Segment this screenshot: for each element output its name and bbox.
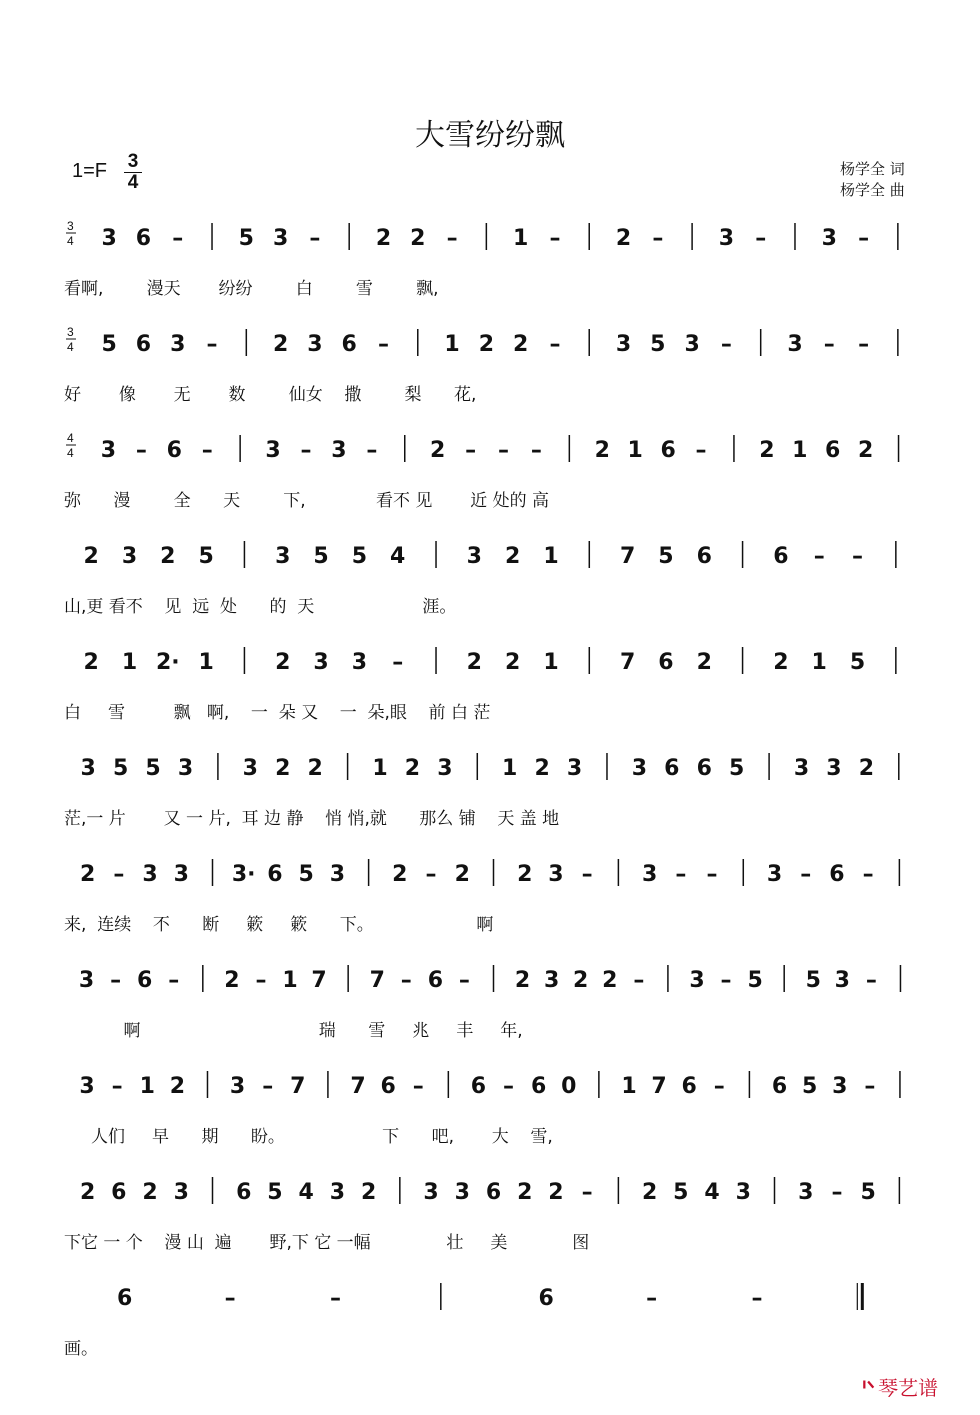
dash-note: –: [858, 332, 870, 357]
note: 5: [729, 756, 745, 781]
dash-note: –: [713, 1074, 725, 1099]
staff-notes: [0, 848, 980, 908]
note: 5: [801, 1074, 818, 1099]
dash-note: –: [168, 968, 180, 993]
note: 2: [404, 756, 421, 781]
dash-note: –: [172, 226, 184, 251]
lyric-line: 下它 一 个 漫 山 遍 野,下 它 一幅 壮 美 图: [64, 1233, 590, 1253]
note: 1: [198, 650, 214, 675]
note: 3: [735, 1180, 751, 1205]
note: 5: [101, 332, 117, 357]
lyric-line: 画。: [64, 1339, 98, 1359]
time-sig-den: 4: [67, 340, 74, 354]
note: 3: [272, 226, 289, 251]
dash-note: –: [706, 862, 718, 887]
note: 2: [602, 968, 618, 993]
note: 5: [747, 968, 763, 993]
time-signature-denominator: 4: [124, 172, 142, 193]
note: 5: [805, 968, 821, 993]
staff-row: [0, 1166, 980, 1272]
note: 2: [275, 756, 291, 781]
note: 6: [660, 438, 676, 463]
note: 7: [311, 968, 327, 993]
note: 1: [811, 650, 827, 675]
note: 2: [594, 438, 610, 463]
note: 6: [696, 756, 712, 781]
note: 6: [267, 862, 283, 887]
note: 6: [829, 862, 845, 887]
note: 6: [135, 332, 152, 357]
note: 6: [771, 1074, 788, 1099]
dash-note: –: [262, 1074, 274, 1099]
time-sig-num: 3: [67, 325, 74, 339]
note: 2: [360, 1180, 377, 1205]
note: 3: [229, 1074, 246, 1099]
note: 2: [224, 968, 240, 993]
note: 7: [369, 968, 385, 993]
note: 5: [267, 1180, 283, 1205]
staff-row: [0, 848, 980, 954]
site-logo: [862, 1372, 938, 1401]
note: 3: [787, 332, 803, 357]
dash-note: –: [446, 226, 458, 251]
note: 6: [111, 1180, 127, 1205]
dash-note: –: [224, 1286, 236, 1311]
note: 6: [137, 968, 153, 993]
note: 1: [282, 968, 298, 993]
note: 3: [173, 862, 189, 887]
note: 3: [793, 756, 810, 781]
lyric-line: 山,更 看不 见 远 处 的 天 涯。: [64, 597, 457, 617]
time-sig-num: 4: [67, 431, 74, 445]
note: 2: [272, 332, 289, 357]
note: 6: [427, 968, 444, 993]
note: 2: [430, 438, 446, 463]
note: 3: [329, 1180, 346, 1205]
note: 3: [826, 756, 842, 781]
note: 3: [689, 968, 705, 993]
note: 6: [236, 1180, 252, 1205]
note: 2: [759, 438, 775, 463]
logo-mark-icon: ᑊᐠ: [862, 1376, 876, 1400]
note: 3: [142, 862, 158, 887]
note: 5: [198, 544, 214, 569]
note: 5: [860, 1180, 876, 1205]
dash-note: –: [111, 1074, 123, 1099]
note: 3: [832, 1074, 848, 1099]
staff-row: [0, 636, 980, 742]
note: 5: [673, 1180, 689, 1205]
time-signature: [124, 152, 142, 193]
dash-note: –: [530, 438, 542, 463]
note: 4: [390, 544, 406, 569]
note: 2: [615, 226, 632, 251]
dash-note: –: [633, 968, 645, 993]
dash-note: –: [255, 968, 267, 993]
note: 5: [849, 650, 866, 675]
note: 0: [561, 1074, 577, 1099]
dash-note: –: [755, 226, 767, 251]
note: 2: [307, 756, 323, 781]
note: 3: [351, 650, 368, 675]
note: 3: [718, 226, 735, 251]
note: 3: [466, 544, 482, 569]
staff-notes: [0, 318, 980, 378]
dash-note: –: [823, 332, 835, 357]
note: 2: [641, 1180, 658, 1205]
note: 2: [517, 1180, 533, 1205]
staff-notes: [0, 1060, 980, 1120]
note: 1: [372, 756, 388, 781]
note: 1: [121, 650, 138, 675]
dash-note: –: [800, 862, 812, 887]
note: 4: [704, 1180, 720, 1205]
staff-row: [0, 212, 980, 318]
note: 3: [454, 1180, 470, 1205]
dash-note: –: [646, 1286, 658, 1311]
note: 2: [160, 544, 176, 569]
dash-note: –: [852, 544, 864, 569]
note: 3: [821, 226, 837, 251]
dash-note: –: [581, 1180, 593, 1205]
note: 2: [548, 1180, 564, 1205]
dash-note: –: [412, 1074, 424, 1099]
note: 6: [531, 1074, 547, 1099]
note: 5: [351, 544, 368, 569]
note: 2: [169, 1074, 186, 1099]
note: 2: [858, 756, 875, 781]
note: 3: [331, 438, 347, 463]
note: 3: [121, 544, 138, 569]
note: 3: [543, 968, 560, 993]
composer-credit: 杨学全 曲: [840, 181, 905, 199]
staff-row: [0, 954, 980, 1060]
dash-note: –: [695, 438, 707, 463]
note: 6: [341, 332, 357, 357]
staff-row: [0, 318, 980, 424]
dash-note: –: [113, 862, 125, 887]
note: 3: [329, 862, 346, 887]
note: 2: [454, 862, 470, 887]
note: 5: [650, 332, 666, 357]
note: 5: [112, 756, 129, 781]
dash-note: –: [831, 1180, 843, 1205]
note: 2: [505, 650, 521, 675]
staff-notes: [0, 1272, 980, 1332]
note: 2: [83, 544, 99, 569]
lyric-line: 来, 连续 不 断 簌 簌 下。 啊: [64, 915, 494, 935]
note: 2: [79, 1180, 96, 1205]
staff-notes: [0, 954, 980, 1014]
note: 3: [423, 1180, 439, 1205]
note: 2·: [155, 650, 180, 675]
dash-note: –: [400, 968, 412, 993]
dash-note: –: [865, 968, 877, 993]
dash-note: –: [862, 862, 874, 887]
dash-note: –: [300, 438, 312, 463]
note: 3: [631, 756, 648, 781]
note: 1: [792, 438, 808, 463]
lyricist-credit: 杨学全 词: [840, 160, 905, 178]
logo-text: 琴艺谱: [878, 1376, 939, 1400]
note: 3: [79, 1074, 95, 1099]
dash-note: –: [366, 438, 378, 463]
dash-note: –: [110, 968, 122, 993]
dash-note: –: [581, 862, 593, 887]
note: 2: [505, 544, 521, 569]
note: 1: [444, 332, 460, 357]
note: 3: [641, 862, 658, 887]
note: 1: [621, 1074, 637, 1099]
note: 6: [380, 1074, 396, 1099]
note: 3: [548, 862, 564, 887]
note: 6: [117, 1286, 133, 1311]
staff-row: [0, 424, 980, 530]
staff-row: [0, 530, 980, 636]
note: 2: [392, 862, 408, 887]
note: 3: [78, 968, 95, 993]
note: 2: [83, 650, 99, 675]
key-signature: 1=F: [72, 160, 108, 182]
note: 7: [290, 1074, 306, 1099]
note: 3: [313, 650, 329, 675]
note: 7: [651, 1074, 667, 1099]
note: 3: [265, 438, 281, 463]
staff-notes: [0, 530, 980, 590]
note: 1: [543, 544, 559, 569]
note: 4: [298, 1180, 314, 1205]
note: 6: [696, 544, 712, 569]
note: 2: [410, 226, 426, 251]
time-sig-num: 3: [67, 219, 74, 233]
staff-notes: [0, 212, 980, 272]
note: 2: [375, 226, 392, 251]
staff-notes: [0, 742, 980, 802]
note: 7: [619, 544, 636, 569]
note: 5: [145, 756, 161, 781]
dash-note: –: [864, 1074, 876, 1099]
dash-note: –: [813, 544, 825, 569]
lyric-line: 白 雪 飘 啊, 一 朵 又 一 朵,眼 前 白 茫: [64, 703, 491, 723]
dash-note: –: [858, 226, 870, 251]
dash-note: –: [392, 650, 404, 675]
note: 1: [512, 226, 529, 251]
dash-note: –: [503, 1074, 515, 1099]
dash-note: –: [425, 862, 437, 887]
note: 2: [512, 332, 529, 357]
dash-note: –: [549, 332, 561, 357]
dash-note: –: [201, 438, 213, 463]
note: 5: [238, 226, 254, 251]
note: 2: [142, 1180, 158, 1205]
dash-note: –: [751, 1286, 763, 1311]
note: 1: [139, 1074, 155, 1099]
note: 3: [615, 332, 632, 357]
note: 3: [275, 544, 291, 569]
note: 5: [298, 862, 314, 887]
note: 3·: [231, 862, 256, 887]
note: 6: [825, 438, 841, 463]
dash-note: –: [206, 332, 218, 357]
note: 5: [658, 544, 674, 569]
note: 6: [773, 544, 789, 569]
note: 3: [437, 756, 453, 781]
note: 3: [307, 332, 323, 357]
dash-note: –: [329, 1286, 341, 1311]
note: 7: [350, 1074, 366, 1099]
note: 2: [514, 968, 531, 993]
note: 3: [173, 1180, 189, 1205]
lyric-line: 啊 瑞 雪 兆 丰 年,: [64, 1021, 523, 1041]
note: 6: [658, 650, 674, 675]
note: 3: [766, 862, 783, 887]
note: 6: [166, 438, 182, 463]
note: 6: [485, 1180, 502, 1205]
dash-note: –: [135, 438, 147, 463]
note: 6: [664, 756, 680, 781]
staff-notes: [0, 424, 980, 484]
dash-note: –: [675, 862, 687, 887]
note: 2: [517, 862, 533, 887]
dash-note: –: [377, 332, 389, 357]
note: 2: [534, 756, 550, 781]
note: 7: [619, 650, 636, 675]
time-signature-numerator: 3: [127, 151, 139, 172]
note: 3: [684, 332, 700, 357]
lyric-line: 看啊, 漫天 纷纷 白 雪 飘,: [64, 279, 439, 299]
note: 2: [275, 650, 291, 675]
note: 1: [502, 756, 518, 781]
time-sig-den: 4: [67, 446, 74, 460]
note: 2: [696, 650, 712, 675]
staff-row: [0, 1272, 980, 1378]
song-title: 大雪纷纷飘: [415, 118, 565, 153]
note: 6: [470, 1074, 487, 1099]
note: 6: [538, 1286, 554, 1311]
note: 2: [79, 862, 96, 887]
note: 3: [834, 968, 850, 993]
staff-row: [0, 1060, 980, 1166]
staff-row: [0, 742, 980, 848]
note: 3: [170, 332, 186, 357]
lyric-line: 人们 早 期 盼。 下 吧, 大 雪,: [64, 1127, 553, 1147]
note: 1: [627, 438, 643, 463]
dash-note: –: [720, 968, 732, 993]
lyric-line: 茫,一 片 又 一 片, 耳 边 静 悄 悄,就 那么 铺 天 盖 地: [64, 809, 560, 829]
note: 2: [773, 650, 789, 675]
dash-note: –: [720, 332, 732, 357]
note: 6: [135, 226, 152, 251]
lyric-line: 好 像 无 数 仙女 撒 梨 花,: [64, 385, 477, 405]
note: 2: [466, 650, 482, 675]
dash-note: –: [549, 226, 561, 251]
note: 6: [681, 1074, 697, 1099]
note: 3: [101, 226, 117, 251]
note: 2: [857, 438, 874, 463]
lyric-line: 弥 漫 全 天 下, 看不 见 近 处的 高: [64, 491, 549, 511]
dash-note: –: [465, 438, 477, 463]
staff-notes: [0, 636, 980, 696]
note: 3: [798, 1180, 814, 1205]
note: 3: [100, 438, 117, 463]
note: 3: [80, 756, 96, 781]
staff-notes: [0, 1166, 980, 1226]
note: 3: [242, 756, 258, 781]
note: 3: [566, 756, 583, 781]
dash-note: –: [498, 438, 509, 463]
dash-note: –: [652, 226, 664, 251]
note: 2: [478, 332, 495, 357]
dash-note: –: [458, 968, 470, 993]
note: 2: [573, 968, 589, 993]
note: 1: [543, 650, 559, 675]
dash-note: –: [309, 226, 321, 251]
note: 3: [177, 756, 194, 781]
note: 5: [313, 544, 329, 569]
time-sig-den: 4: [67, 234, 74, 248]
